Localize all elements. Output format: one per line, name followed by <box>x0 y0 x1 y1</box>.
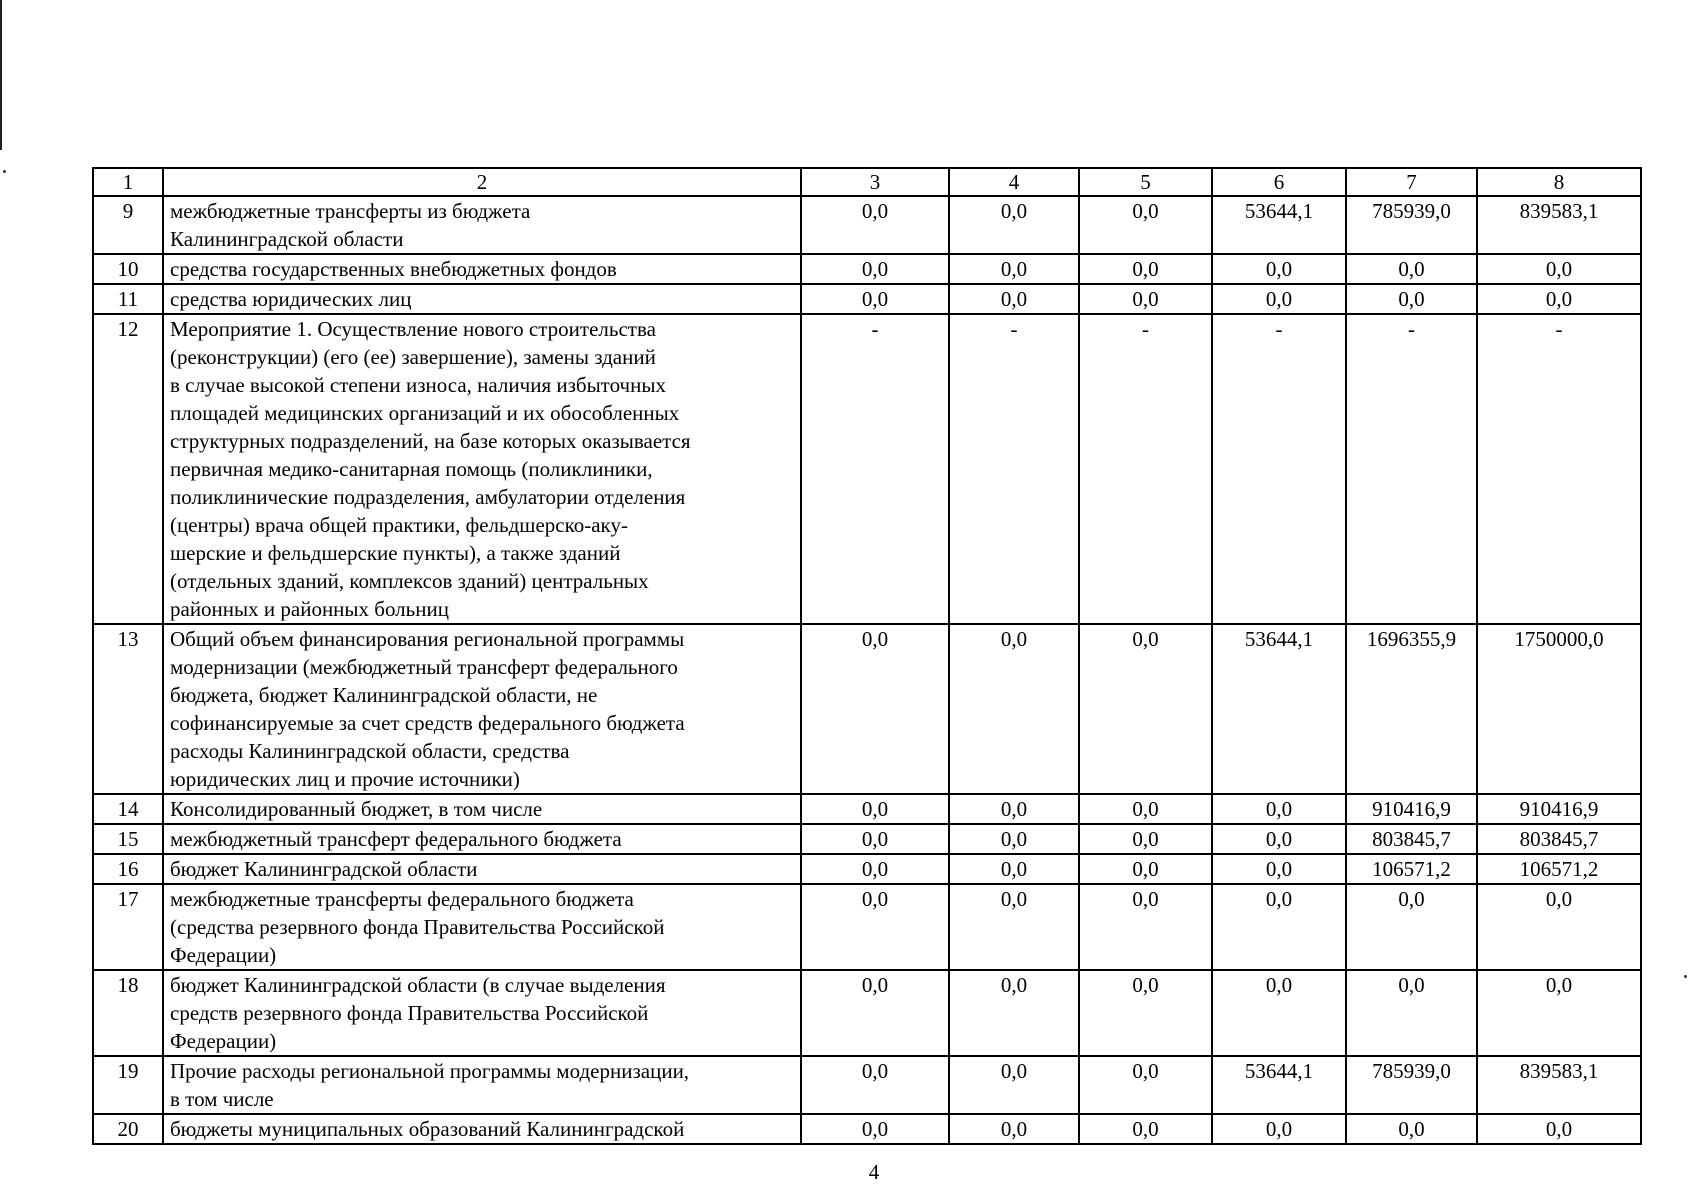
row-number: 14 <box>93 794 163 824</box>
header-col-7: 7 <box>1346 168 1477 196</box>
value-col-4: 0,0 <box>949 1056 1079 1114</box>
table-row <box>93 884 1641 970</box>
value-col-4: 0,0 <box>949 254 1079 284</box>
row-number: 9 <box>93 196 163 254</box>
value-col-3: 0,0 <box>801 1114 949 1144</box>
value-col-6: 0,0 <box>1212 884 1346 970</box>
value-col-7: 0,0 <box>1346 970 1477 1056</box>
description-line: первичная медико-санитарная помощь (поликлиники, <box>170 457 653 481</box>
description-line: Консолидированный бюджет, в том числе <box>170 797 543 821</box>
value-col-8: 839583,1 <box>1477 1056 1641 1114</box>
description-line: Общий объем финансирования региональной программы <box>170 627 685 651</box>
value-col-4: 0,0 <box>949 794 1079 824</box>
value-col-8: 1750000,0 <box>1477 624 1641 794</box>
description-line: в случае высокой степени износа, наличия избыточных <box>170 373 666 397</box>
value-col-5: 0,0 <box>1079 196 1212 254</box>
row-description <box>163 794 801 824</box>
header-col-3: 3 <box>801 168 949 196</box>
value-col-7: 0,0 <box>1346 284 1477 314</box>
value-col-3: 0,0 <box>801 284 949 314</box>
row-description <box>163 196 801 254</box>
value-col-7: 785939,0 <box>1346 196 1477 254</box>
value-col-3: 0,0 <box>801 254 949 284</box>
value-col-8: 0,0 <box>1477 970 1641 1056</box>
description-line: (средства резервного фонда Правительства Российской <box>170 915 665 939</box>
header-col-1: 1 <box>93 168 163 196</box>
value-col-8: 910416,9 <box>1477 794 1641 824</box>
value-col-3: 0,0 <box>801 824 949 854</box>
value-col-3: 0,0 <box>801 624 949 794</box>
description-line: межбюджетный трансферт федерального бюджета <box>170 827 622 851</box>
value-col-7: 0,0 <box>1346 884 1477 970</box>
description-line: (отдельных зданий, комплексов зданий) центральных <box>170 569 649 593</box>
description-line: площадей медицинских организаций и их обособленных <box>170 401 680 425</box>
value-col-3: 0,0 <box>801 794 949 824</box>
header-col-8: 8 <box>1477 168 1641 196</box>
row-number: 16 <box>93 854 163 884</box>
description-line: районных и районных больниц <box>170 597 449 621</box>
value-col-5: 0,0 <box>1079 254 1212 284</box>
table-body <box>93 196 1641 1144</box>
value-col-3: 0,0 <box>801 196 949 254</box>
value-col-6: 0,0 <box>1212 284 1346 314</box>
value-col-3: - <box>801 314 949 624</box>
value-col-7: 785939,0 <box>1346 1056 1477 1114</box>
value-col-7: 0,0 <box>1346 254 1477 284</box>
value-col-5: 0,0 <box>1079 284 1212 314</box>
value-col-5: 0,0 <box>1079 1114 1212 1144</box>
value-col-4: 0,0 <box>949 196 1079 254</box>
value-col-5: 0,0 <box>1079 824 1212 854</box>
row-number: 20 <box>93 1114 163 1144</box>
header-col-2: 2 <box>163 168 801 196</box>
description-line: межбюджетные трансферты федерального бюджета <box>170 887 634 911</box>
value-col-7: 1696355,9 <box>1346 624 1477 794</box>
value-col-8: - <box>1477 314 1641 624</box>
table-row <box>93 284 1641 314</box>
value-col-6: 53644,1 <box>1212 196 1346 254</box>
description-line: Федерации) <box>170 1029 277 1053</box>
description-line: бюджеты муниципальных образований Калининградской <box>170 1117 685 1141</box>
table-row <box>93 854 1641 884</box>
description-line: (реконструкции) (его (ее) завершение), замены зданий <box>170 345 656 369</box>
table-row <box>93 624 1641 794</box>
description-line: в том числе <box>170 1087 274 1111</box>
description-line: межбюджетные трансферты из бюджета <box>170 199 531 223</box>
value-col-4: 0,0 <box>949 854 1079 884</box>
header-col-4: 4 <box>949 168 1079 196</box>
row-number: 13 <box>93 624 163 794</box>
table-row <box>93 254 1641 284</box>
value-col-4: 0,0 <box>949 824 1079 854</box>
value-col-8: 0,0 <box>1477 884 1641 970</box>
header-col-6: 6 <box>1212 168 1346 196</box>
value-col-5: - <box>1079 314 1212 624</box>
row-number: 10 <box>93 254 163 284</box>
value-col-7: 910416,9 <box>1346 794 1477 824</box>
value-col-4: 0,0 <box>949 970 1079 1056</box>
financing-table <box>92 167 1642 1145</box>
description-line: Калининградской области <box>170 227 404 251</box>
value-col-8: 0,0 <box>1477 254 1641 284</box>
row-description <box>163 970 801 1056</box>
row-description <box>163 1114 801 1144</box>
table-row <box>93 1114 1641 1144</box>
scan-margin-line <box>0 0 2 150</box>
value-col-8: 839583,1 <box>1477 196 1641 254</box>
description-line: Прочие расходы региональной программы модернизации, <box>170 1059 690 1083</box>
row-description <box>163 1056 801 1114</box>
value-col-7: 803845,7 <box>1346 824 1477 854</box>
table-row <box>93 314 1641 624</box>
value-col-5: 0,0 <box>1079 624 1212 794</box>
description-line: Мероприятие 1. Осуществление нового строительства <box>170 317 656 341</box>
value-col-8: 0,0 <box>1477 284 1641 314</box>
value-col-4: - <box>949 314 1079 624</box>
scan-speck <box>3 170 6 173</box>
row-number: 17 <box>93 884 163 970</box>
table-row <box>93 196 1641 254</box>
value-col-6: 0,0 <box>1212 970 1346 1056</box>
description-line: средств резервного фонда Правительства Российской <box>170 1001 649 1025</box>
row-description <box>163 314 801 624</box>
value-col-5: 0,0 <box>1079 854 1212 884</box>
value-col-5: 0,0 <box>1079 884 1212 970</box>
value-col-7: 106571,2 <box>1346 854 1477 884</box>
description-line: модернизации (межбюджетный трансферт федерального <box>170 655 678 679</box>
row-description <box>163 854 801 884</box>
value-col-6: 0,0 <box>1212 824 1346 854</box>
page-number: 4 <box>868 1160 880 1184</box>
value-col-6: 53644,1 <box>1212 1056 1346 1114</box>
value-col-3: 0,0 <box>801 884 949 970</box>
row-description <box>163 284 801 314</box>
scan-speck <box>1684 975 1687 978</box>
description-line: (центры) врача общей практики, фельдшерско-аку- <box>170 513 628 537</box>
table-row <box>93 794 1641 824</box>
value-col-4: 0,0 <box>949 884 1079 970</box>
table-row <box>93 824 1641 854</box>
row-number: 19 <box>93 1056 163 1114</box>
value-col-7: 0,0 <box>1346 1114 1477 1144</box>
row-number: 12 <box>93 314 163 624</box>
value-col-8: 803845,7 <box>1477 824 1641 854</box>
row-number: 18 <box>93 970 163 1056</box>
value-col-3: 0,0 <box>801 970 949 1056</box>
row-description <box>163 884 801 970</box>
table-row <box>93 970 1641 1056</box>
table-row <box>93 1056 1641 1114</box>
description-line: бюджет Калининградской области (в случае выделения <box>170 973 666 997</box>
header-row <box>93 168 1641 196</box>
value-col-4: 0,0 <box>949 284 1079 314</box>
value-col-5: 0,0 <box>1079 794 1212 824</box>
description-line: юридических лиц и прочие источники) <box>170 767 520 791</box>
value-col-6: 0,0 <box>1212 794 1346 824</box>
value-col-6: - <box>1212 314 1346 624</box>
description-line: средства государственных внебюджетных фондов <box>170 257 617 281</box>
value-col-5: 0,0 <box>1079 1056 1212 1114</box>
description-line: поликлинические подразделения, амбулатории отделения <box>170 485 686 509</box>
description-line: расходы Калининградской области, средства <box>170 739 570 763</box>
header-col-5: 5 <box>1079 168 1212 196</box>
value-col-6: 0,0 <box>1212 854 1346 884</box>
description-line: бюджета, бюджет Калининградской области, не <box>170 683 598 707</box>
value-col-8: 0,0 <box>1477 1114 1641 1144</box>
value-col-6: 0,0 <box>1212 1114 1346 1144</box>
row-number: 11 <box>93 284 163 314</box>
row-description <box>163 824 801 854</box>
value-col-4: 0,0 <box>949 624 1079 794</box>
value-col-6: 0,0 <box>1212 254 1346 284</box>
value-col-7: - <box>1346 314 1477 624</box>
value-col-4: 0,0 <box>949 1114 1079 1144</box>
row-number: 15 <box>93 824 163 854</box>
value-col-6: 53644,1 <box>1212 624 1346 794</box>
value-col-8: 106571,2 <box>1477 854 1641 884</box>
description-line: Федерации) <box>170 943 277 967</box>
description-line: структурных подразделений, на базе которых оказывается <box>170 429 691 453</box>
value-col-3: 0,0 <box>801 1056 949 1114</box>
description-line: софинансируемые за счет средств федерального бюджета <box>170 711 685 735</box>
description-line: шерские и фельдшерские пункты), а также зданий <box>170 541 621 565</box>
value-col-3: 0,0 <box>801 854 949 884</box>
value-col-5: 0,0 <box>1079 970 1212 1056</box>
description-line: бюджет Калининградской области <box>170 857 478 881</box>
description-line: средства юридических лиц <box>170 287 412 311</box>
row-description <box>163 624 801 794</box>
row-description <box>163 254 801 284</box>
